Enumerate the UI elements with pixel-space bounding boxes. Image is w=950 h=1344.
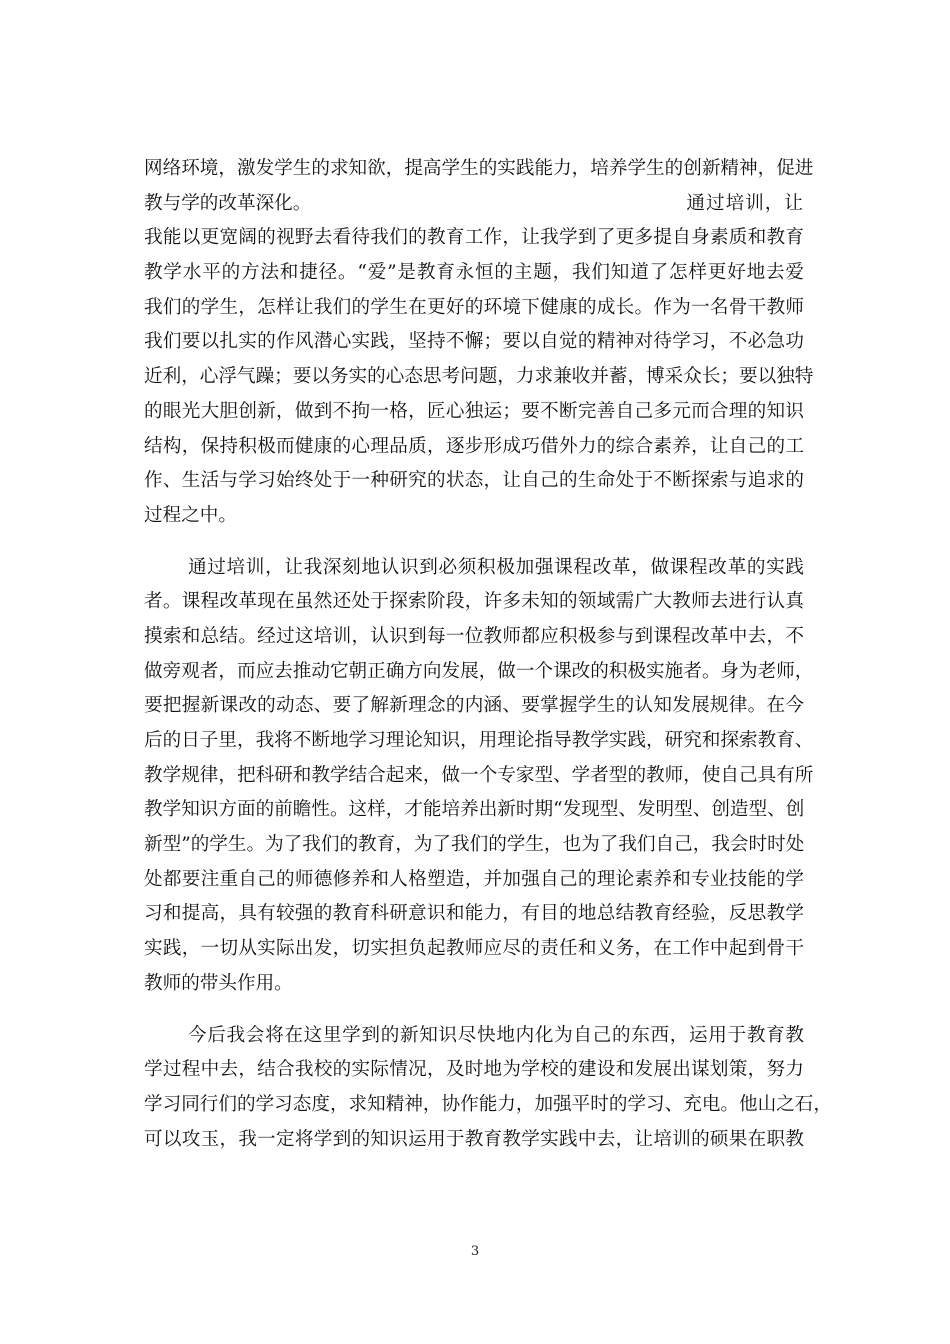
- text-line: 今后我会将在这里学到的新知识尽快地内化为自己的东西，运用于教育教: [188, 1024, 804, 1046]
- text-line: 我们要以扎实的作风潜心实践，坚持不懈；要以自觉的精神对待学习，不必急功: [144, 331, 804, 353]
- text-line: 要把握新课改的动态、要了解新理念的内涵、要掌握学生的认知发展规律。在今: [144, 695, 804, 717]
- text-line: 可以攻玉，我一定将学到的知识运用于教育教学实践中去，让培训的硕果在职教: [144, 1128, 804, 1150]
- text-line: 新型”的学生。为了我们的教育，为了我们的学生，也为了我们自己，我会时时处: [144, 834, 805, 856]
- text-line: 习和提高，具有较强的教育科研意识和能力，有目的地总结教育经验，反思教学: [144, 903, 804, 925]
- document-body: [144, 152, 832, 1157]
- text-line: 实践，一切从实际出发，切实担负起教师应尽的责任和义务，在工作中起到骨干: [144, 938, 804, 960]
- text-line: 通过培训，让我深刻地认识到必须积极加强课程改革，做课程改革的实践: [188, 556, 804, 578]
- text-line: 教学知识方面的前瞻性。这样，才能培养出新时期“发现型、发明型、创造型、创: [144, 799, 805, 821]
- text-line: 作、生活与学习始终处于一种研究的状态，让自己的生命处于不断探索与追求的: [144, 470, 804, 492]
- text-line: 后的日子里，我将不断地学习理论知识，用理论指导教学实践，研究和探索教育、: [144, 730, 814, 751]
- text-line: 学过程中去，结合我校的实际情况，及时地为学校的建设和发展出谋划策，努力: [144, 1059, 804, 1081]
- text-line: 学习同行们的学习态度，求知精神，协作能力，加强平时的学习、充电。他山之石，: [144, 1093, 832, 1115]
- text-line: 教学规律，把科研和教学结合起来，做一个专家型、学者型的教师，使自己具有所: [144, 764, 814, 786]
- paragraph-3: [144, 1019, 832, 1158]
- text-line: 者。课程改革现在虽然还处于探索阶段，许多未知的领域需广大教师去进行认真: [144, 591, 804, 613]
- text-line: 近利，心浮气躁；要以务实的心态思考问题，力求兼收并蓄，博采众长；要以独特: [144, 366, 814, 388]
- text-segment: 通过培训，让: [686, 192, 804, 214]
- text-line: 处都要注重自己的师德修养和人格塑造，并加强自己的理论素养和专业技能的学: [144, 868, 804, 890]
- text-line: 的眼光大胆创新，做到不拘一格，匠心独运；要不断完善自己多元而合理的知识: [144, 400, 804, 422]
- paragraph-2: [144, 551, 814, 1002]
- text-line: 过程之中。: [144, 504, 237, 526]
- text-line: 做旁观者，而应去推动它朝正确方向发展，做一个课改的积极实施者。身为老师，: [144, 660, 814, 682]
- text-line: 摸索和总结。经过这培训，认识到每一位教师都应积极参与到课程改革中去，不: [144, 625, 804, 647]
- paragraph-1: [144, 152, 814, 534]
- paragraph-gap: [144, 1002, 804, 1019]
- text-segment: 教与学的改革深化。: [144, 192, 312, 214]
- text-line: 教学水平的方法和捷径。“爱”是教育永恒的主题，我们知道了怎样更好地去爱: [144, 262, 804, 284]
- text-line: 我们的学生，怎样让我们的学生在更好的环境下健康的成长。作为一名骨干教师: [144, 296, 804, 318]
- text-line: 我能以更宽阔的视野去看待我们的教育工作，让我学到了更多提自身素质和教育: [144, 227, 804, 249]
- text-line: 教师的带头作用。: [144, 972, 293, 994]
- text-line: [144, 187, 804, 222]
- paragraph-gap: [144, 534, 804, 551]
- text-line: 结构，保持积极而健康的心理品质，逐步形成巧借外力的综合素养，让自己的工: [144, 435, 804, 457]
- text-line: 网络环境，激发学生的求知欲，提高学生的实践能力，培养学生的创新精神，促进: [144, 158, 814, 179]
- page-number: 3: [470, 1244, 480, 1259]
